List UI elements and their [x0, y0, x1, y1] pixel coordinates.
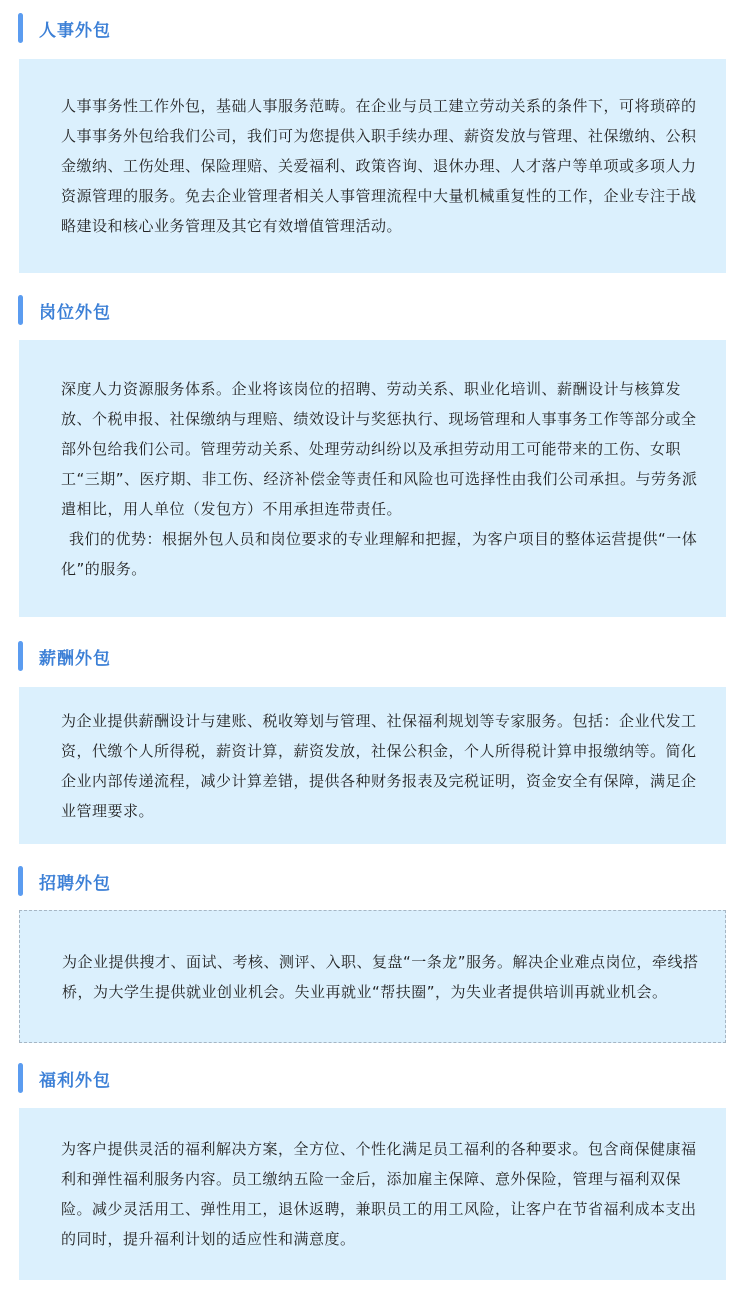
section-heading-payroll-outsourcing — [18, 641, 111, 671]
section-paragraph: 人事事务性工作外包，基础人事服务范畴。在企业与员工建立劳动关系的条件下，可将琐碎的人事事务外包给我们公司，我们可为您提供入职手续办理、薪资发放与管理、社保缴纳、公积金缴纳、工伤处理、保险理赔、关爱福利、政策咨询、退休办理、人才落户等单项或多项人力资源管理的服务。免去企业管理者相关人事管理流程中大量机械重复性的工作，企业专注于战略建设和核心业务管理及其它有效增值管理活动。 — [61, 97, 697, 235]
section-heading-welfare-outsourcing — [18, 1063, 111, 1093]
heading-accent-bar — [18, 866, 23, 896]
section-card-hr-outsourcing — [19, 59, 726, 273]
section-card-welfare-outsourcing — [19, 1108, 726, 1280]
section-title: 岗位外包 — [39, 302, 111, 323]
section-paragraph: 为企业提供薪酬设计与建账、税收筹划与管理、社保福利规划等专家服务。包括：企业代发工资，代缴个人所得税，薪资计算，薪资发放，社保公积金，个人所得税计算申报缴纳等。简化企业内部传递流程，减少计算差错，提供各种财务报表及完税证明，资金安全有保障，满足企业管理要求。 — [61, 711, 697, 820]
section-heading-hr-outsourcing — [18, 13, 111, 43]
section-card-position-outsourcing — [19, 340, 726, 617]
section-title: 福利外包 — [39, 1070, 111, 1091]
section-title: 人事外包 — [39, 20, 111, 41]
heading-accent-bar — [18, 641, 23, 671]
section-heading-position-outsourcing — [18, 295, 111, 325]
section-title: 薪酬外包 — [39, 648, 111, 669]
section-card-recruitment-outsourcing — [19, 910, 726, 1043]
section-heading-recruitment-outsourcing — [18, 866, 111, 896]
heading-accent-bar — [18, 13, 23, 43]
section-paragraph: 为客户提供灵活的福利解决方案，全方位、个性化满足员工福利的各种要求。包含商保健康福利和弹性福利服务内容。员工缴纳五险一金后，添加雇主保障、意外保险，管理与福利双保险。减少灵活用工、弹性用工，退休返聘，兼职员工的用工风险，让客户在节省福利成本支出的同时，提升福利计划的适应性和满意度。 — [61, 1140, 697, 1248]
heading-accent-bar — [18, 1063, 23, 1093]
section-title: 招聘外包 — [39, 873, 111, 894]
section-paragraph: 为企业提供搜才、面试、考核、测评、入职、复盘“一条龙”服务。解决企业难点岗位，牵线搭桥，为大学生提供就业创业机会。失业再就业“帮扶圈”，为失业者提供培训再就业机会。 — [62, 952, 699, 1001]
section-paragraph: 深度人力资源服务体系。企业将该岗位的招聘、劳动关系、职业化培训、薪酬设计与核算发放、个税申报、社保缴纳与理赔、绩效设计与奖惩执行、现场管理和人事事务工作等部分或全部外包给我们公司。管理劳动关系、处理劳动纠纷以及承担劳动用工可能带来的工伤、女职工“三期”、医疗期、非工伤、经济补偿金等责任和风险也可选择性由我们公司承担。与劳务派遣相比，用人单位（发包方）不用承担连带责任。 — [61, 379, 698, 518]
heading-accent-bar — [18, 295, 23, 325]
section-card-payroll-outsourcing — [19, 687, 726, 844]
advantage-paragraph: 我们的优势：根据外包人员和岗位要求的专业理解和把握，为客户项目的整体运营提供“一体化”的服务。 — [61, 529, 698, 578]
